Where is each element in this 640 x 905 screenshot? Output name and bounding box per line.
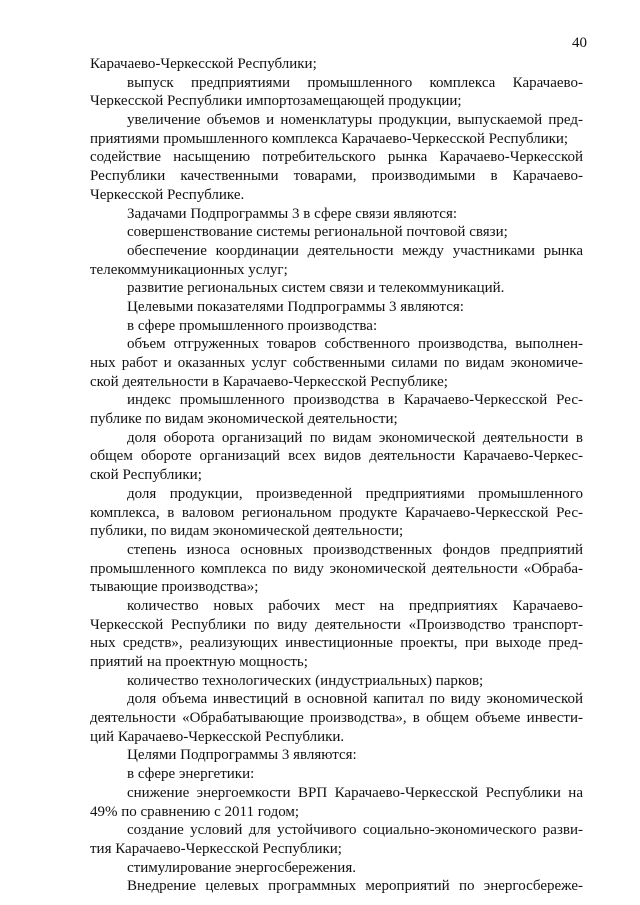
text-line: тывающие производства»; (90, 579, 259, 596)
text-line: публике по видам экономической деятельности; (90, 411, 398, 428)
text-line: степень износа основных производственных фондов предприятий (127, 541, 583, 558)
text-line: приятий на проектную мощность; (90, 654, 308, 670)
text-line: Целями Подпрограммы 3 являются: (127, 747, 357, 764)
text-line: доля продукции, произведенной предприятиями промышленного (127, 485, 583, 502)
text-line: общем обороте организаций всех видов деятельности Карачаево-Черкес- (90, 448, 583, 465)
text-line: Карачаево-Черкесской Республики; (90, 56, 317, 72)
text-line: стимулирование энергосбережения. (127, 859, 356, 876)
text-line: выпуск предприятиями промышленного комплекса Карачаево- (127, 74, 583, 91)
text-line: деятельности «Обрабатывающие производства», в общем объеме инвести- (90, 710, 583, 727)
text-line: комплекса, в валовом региональном продукте Карачаево-Черкесской Рес- (90, 504, 583, 521)
text-line: совершенствование системы региональной почтовой связи; (127, 224, 508, 241)
text-line: количество новых рабочих мест на предприятиях Карачаево- (127, 597, 583, 614)
text-line: ных работ и оказанных услуг собственными силами по видам экономиче- (90, 355, 583, 371)
text-line: Черкесской Республике. (90, 186, 245, 203)
text-line: доля оборота организаций по видам экономической деятельности в (127, 429, 583, 446)
text-line: Республики качественными товарами, производимыми в Карачаево- (90, 168, 583, 185)
text-line: в сфере промышленного производства: (127, 317, 378, 334)
text-line: публики, по видам экономической деятельности; (90, 523, 404, 540)
page-number: 40 (572, 35, 587, 51)
text-line: ций Карачаево-Черкесской Республики. (90, 728, 345, 745)
text-line: приятиями промышленного комплекса Карачаево-Черкесской Республики; (90, 130, 569, 147)
text-line: 49% по сравнению с 2011 годом; (90, 803, 300, 820)
text-line: доля объема инвестиций в основной капитал по виду экономической (127, 691, 583, 708)
text-line: ской деятельности в Карачаево-Черкесской Республике; (90, 373, 448, 390)
text-line: количество технологических (индустриальных) парков; (127, 672, 484, 689)
text-line: объем отгруженных товаров собственного производства, выполнен- (127, 336, 583, 353)
text-line: телекоммуникационных услуг; (90, 261, 288, 278)
text-line: обеспечение координации деятельности между участниками рынка (127, 242, 583, 259)
text-line: ных средств», реализующих инвестиционные проекты, при выходе пред- (90, 635, 583, 652)
text-line: развитие региональных систем связи и телекоммуникаций. (127, 280, 505, 297)
text-line: индекс промышленного производства в Карачаево-Черкесской Рес- (127, 392, 583, 409)
text-line: в сфере энергетики: (127, 766, 255, 783)
text-line: Задачами Подпрограммы 3 в сфере связи являются: (127, 205, 458, 222)
text-line: Целевыми показателями Подпрограммы 3 являются: (127, 298, 464, 315)
text-line: Черкесской Республики импортозамещающей продукции; (90, 93, 462, 110)
text-line: тия Карачаево-Черкесской Республики; (90, 840, 342, 857)
text-line: создание условий для устойчивого социально-экономического разви- (127, 822, 583, 839)
text-line: увеличение объемов и номенклатуры продукции, выпускаемой пред- (127, 112, 583, 129)
text-line: снижение энергоемкости ВРП Карачаево-Черкесской Республики на (127, 784, 583, 801)
text-line: содействие насыщению потребительского рынка Карачаево-Черкесской (90, 149, 583, 166)
text-line: ской Республики; (90, 467, 202, 484)
text-line: Черкесской Республики по виду деятельности «Производство транспорт- (90, 616, 583, 633)
document-body (90, 55, 583, 896)
text-line: Внедрение целевых программных мероприятий по энергосбереже- (127, 878, 583, 895)
text-line: промышленного комплекса по виду экономической деятельности «Обраба- (90, 560, 583, 577)
